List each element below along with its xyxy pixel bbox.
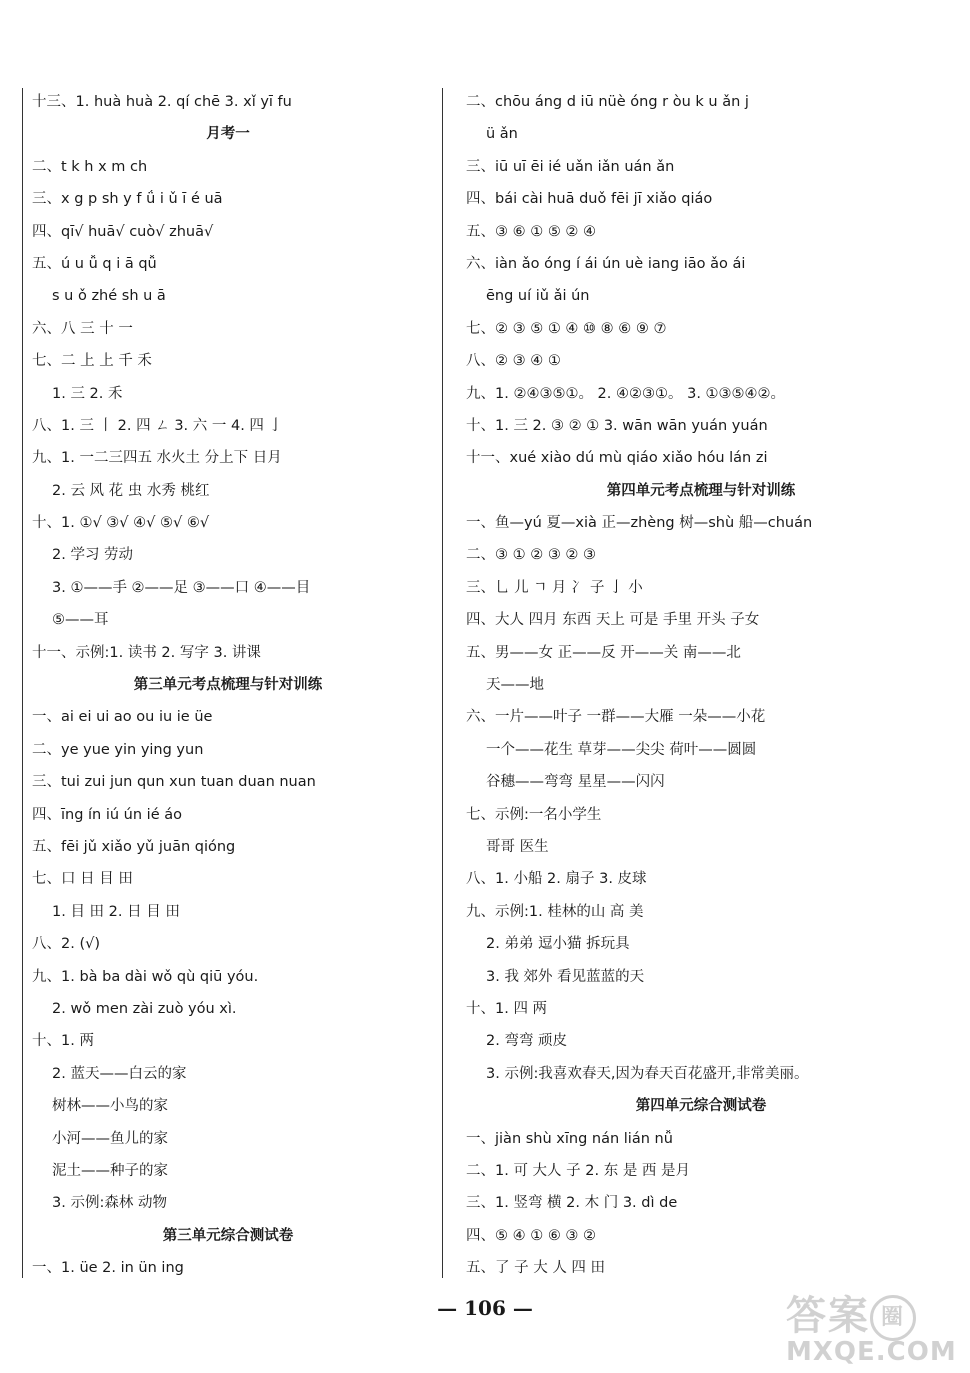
answer-line: 十一、xué xiào dú mù qiáo xiǎo hóu lán zi (466, 450, 768, 467)
answer-line: 二、1. 可 大人 子 2. 东 是 西 是月 (466, 1162, 691, 1179)
answer-line: 八、2. (√) (32, 936, 100, 953)
section-heading: 第三单元考点梳理与针对训练 (133, 677, 323, 694)
answer-line: 九、1. 一二三四五 水火土 分上下 日月 (32, 450, 282, 467)
section-heading: 第四单元考点梳理与针对训练 (606, 482, 796, 499)
answer-line: ēng uí iǔ ǎi ún (486, 288, 590, 305)
answer-line: 十、1. 三 2. ③ ② ① 3. wān wān yuán yuán (466, 417, 768, 434)
answer-line: 九、示例:1. 桂林的山 高 美 (466, 903, 644, 920)
answer-line: ⑤——耳 (52, 612, 109, 629)
column-divider (442, 88, 443, 1278)
answer-line: 五、fēi jǔ xiǎo yǔ juān qióng (32, 838, 236, 855)
section-heading: 第四单元综合测试卷 (635, 1098, 767, 1115)
answer-line: 九、1. ②④③⑤①。 2. ④②③①。 3. ①③⑤④②。 (466, 385, 786, 402)
answer-line: 十一、示例:1. 读书 2. 写字 3. 讲课 (32, 644, 261, 661)
answer-line: 一、ai ei ui ao ou iu ie üe (32, 709, 213, 726)
answer-line: 三、tui zui jun qun xun tuan duan nuan (32, 774, 316, 791)
answer-line: 十、1. 四 两 (466, 1000, 548, 1017)
answer-line: 八、② ③ ④ ① (466, 353, 561, 370)
answer-line: 三、x g p sh y f ǘ i ǔ ī é uā (32, 191, 223, 208)
answer-line: 一、jiàn shù xīng nán lián nǚ (466, 1130, 673, 1147)
answer-line: 3. 我 郊外 看见蓝蓝的天 (486, 968, 645, 985)
answer-line: 七、② ③ ⑤ ① ④ ⑩ ⑧ ⑥ ⑨ ⑦ (466, 320, 667, 337)
answer-line: 哥哥 医生 (486, 838, 549, 855)
answer-line: 泥土——种子的家 (52, 1162, 168, 1179)
answer-line: 五、男——女 正——反 开——关 南——北 (466, 644, 741, 661)
answer-line: 八、1. 三 丨 2. 四 ㄥ 3. 六 一 4. 四 亅 (32, 417, 284, 434)
answer-line: 十、1. 两 (32, 1033, 94, 1050)
answer-line: 五、③ ⑥ ① ⑤ ② ④ (466, 223, 597, 240)
answer-line: 四、⑤ ④ ① ⑥ ③ ② (466, 1227, 597, 1244)
answer-line: s u ǒ zhé sh u ā (52, 288, 166, 305)
answer-line: 四、bái cài huā duǒ fēi jī xiǎo qiáo (466, 191, 713, 208)
answer-line: 七、二 上 上 千 禾 (32, 353, 152, 370)
answer-line: 八、1. 小船 2. 扇子 3. 皮球 (466, 871, 647, 888)
answer-line: 2. 学习 劳动 (52, 547, 134, 564)
answer-line: 七、口 日 目 田 (32, 871, 133, 888)
answer-line: 六、iàn ǎo óng í ái ún uè iang iāo ǎo ái (466, 255, 746, 272)
answer-line: 三、iū uī ēi ié uǎn iǎn uán ǎn (466, 158, 675, 175)
watermark-url: MXQE.COM (786, 1337, 957, 1367)
answer-line: 二、③ ① ② ③ ② ③ (466, 547, 597, 564)
answer-line: 一、鱼—yú 夏—xià 正—zhèng 树—shù 船—chuán (466, 515, 813, 532)
answer-line: 七、示例:一名小学生 (466, 806, 602, 823)
answer-line: 十三、1. huà huà 2. qí chē 3. xǐ yī fu (32, 94, 292, 110)
answer-line: 五、了 子 大 人 四 田 (466, 1260, 606, 1277)
answer-line: 十、1. ①√ ③√ ④√ ⑤√ ⑥√ (32, 515, 210, 532)
answer-line: 四、īng ín iú ún ié áo (32, 806, 182, 823)
answer-line: 一、1. üe 2. in ün ing (32, 1260, 184, 1277)
answer-line: 3. ①——手 ②——足 ③——口 ④——目 (52, 579, 311, 596)
answer-line: 二、ye yue yin ying yun (32, 741, 204, 758)
answer-line: 2. 弯弯 顽皮 (486, 1033, 568, 1050)
answer-line: 树林——小鸟的家 (52, 1098, 168, 1115)
answer-line: ü ǎn (486, 126, 518, 143)
answer-line: 六、八 三 十 一 (32, 320, 133, 337)
answer-line: 三、乚 儿 ㄱ 月 冫 子 亅 小 (466, 579, 643, 596)
answer-line: 谷穗——弯弯 星星——闪闪 (486, 774, 665, 791)
section-heading: 月考一 (206, 126, 250, 143)
answer-line: 3. 示例:森林 动物 (52, 1195, 167, 1212)
answer-column-left (32, 86, 424, 1284)
watermark-logo (786, 1284, 958, 1367)
answer-line: 五、ú u ǚ q i ā qǚ (32, 255, 157, 272)
answer-line: 2. 云 风 花 虫 水秀 桃红 (52, 482, 210, 499)
answer-line: 1. 三 2. 禾 (52, 385, 123, 402)
answer-line: 四、大人 四月 东西 天上 可是 手里 开头 子女 (466, 612, 760, 629)
left-margin-rule (22, 88, 23, 1278)
answer-line: 2. wǒ men zài zuò yóu xì. (52, 1000, 237, 1017)
answer-line: 二、t k h x m ch (32, 158, 148, 175)
answer-line: 1. 目 田 2. 日 目 田 (52, 903, 180, 920)
answer-line: 三、1. 竖弯 横 2. 木 门 3. dì de (466, 1195, 678, 1212)
answer-line: 四、qī√ huā√ cuò√ zhuā√ (32, 223, 214, 240)
page-number: — 106 — (437, 1296, 533, 1320)
answer-line: 小河——鱼儿的家 (52, 1130, 168, 1147)
answer-line: 2. 弟弟 逗小猫 拆玩具 (486, 936, 630, 953)
answer-column-right (466, 86, 936, 1284)
answer-line: 二、chōu áng d iū nüè óng r òu k u ǎn j (466, 94, 749, 110)
answer-line: 一个——花生 草芽——尖尖 荷叶——圆圆 (486, 741, 757, 758)
answer-line: 3. 示例:我喜欢春天,因为春天百花盛开,非常美丽。 (486, 1065, 809, 1082)
answer-line: 六、一片——叶子 一群——大雁 一朵——小花 (466, 709, 766, 726)
watermark-text: 答案 (786, 1293, 870, 1339)
answer-line: 九、1. bà ba dài wǒ qù qiū yóu. (32, 968, 259, 985)
answer-line: 2. 蓝天——白云的家 (52, 1065, 187, 1082)
section-heading: 第三单元综合测试卷 (162, 1227, 294, 1244)
watermark-seal-icon: 圈 (870, 1295, 916, 1341)
answer-line: 天——地 (486, 677, 544, 694)
